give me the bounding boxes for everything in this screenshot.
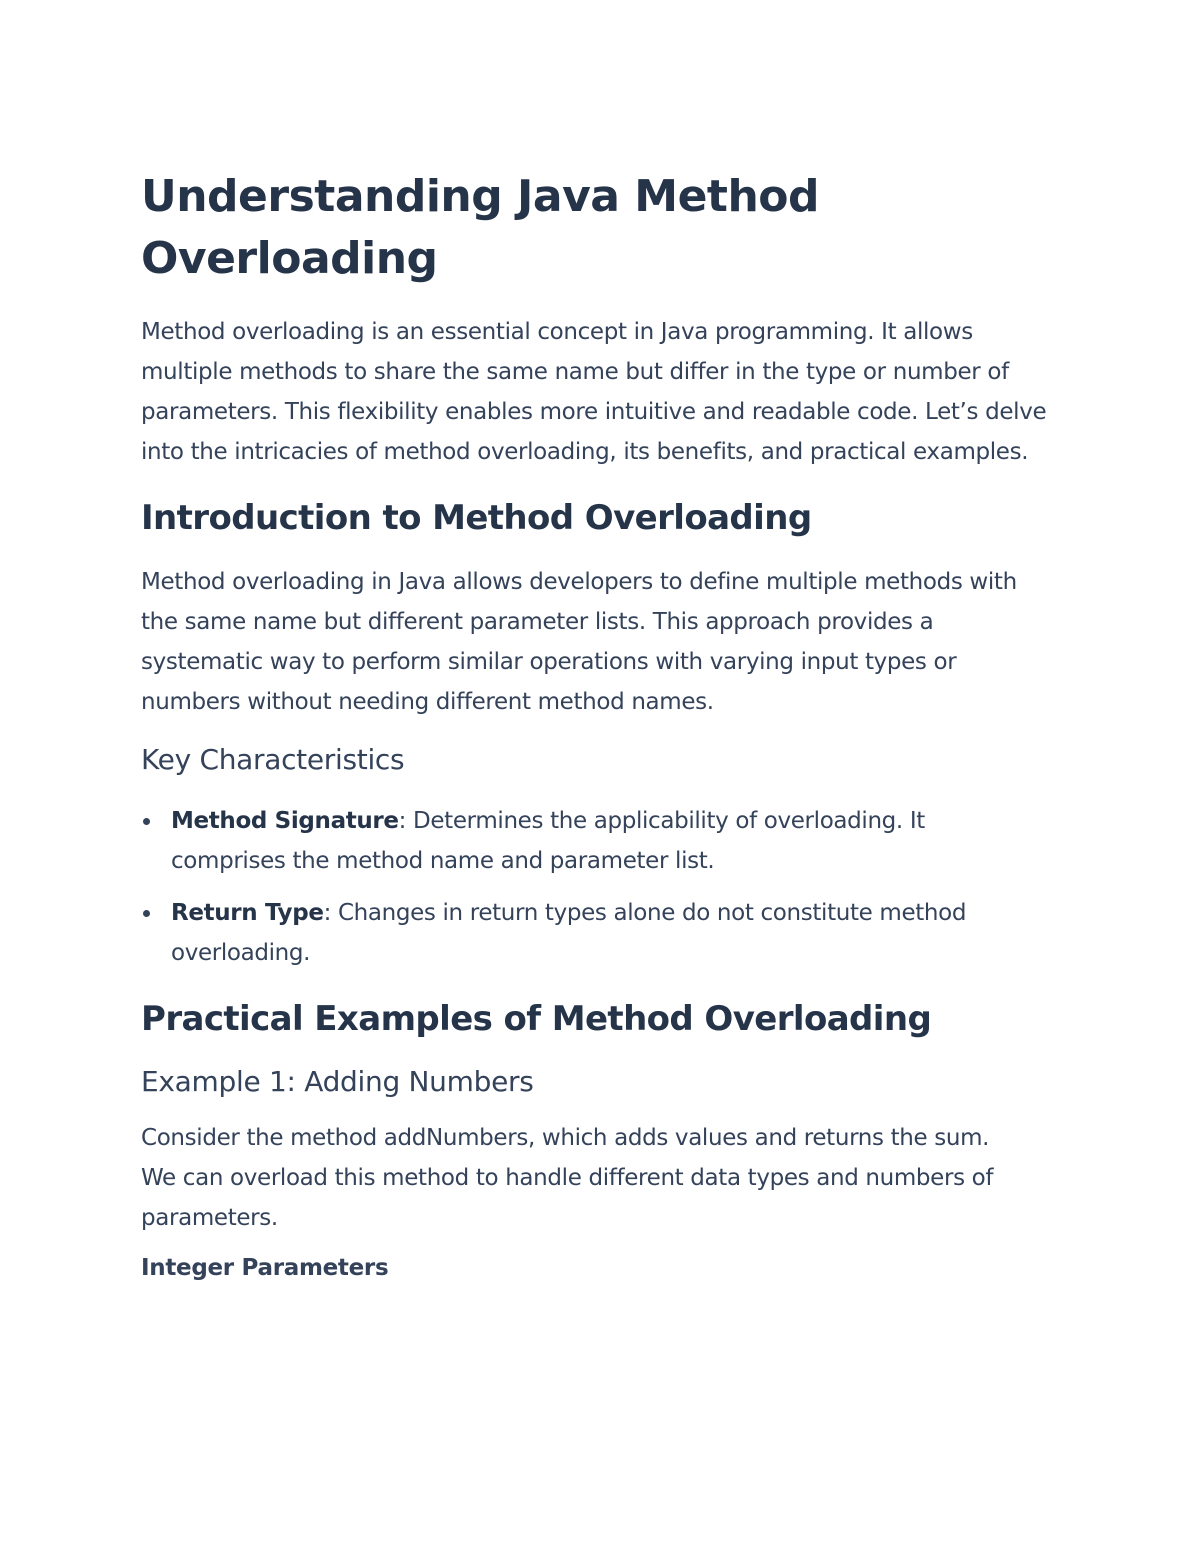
section-heading-introduction: Introduction to Method Overloading: [141, 498, 812, 538]
document-page: [141, 166, 1071, 1284]
subheading-example-1: Example 1: Adding Numbers: [141, 1065, 534, 1098]
list-item-text: : Changes in return types alone do not constitute method overloading.: [171, 900, 967, 966]
minor-heading-integer-parameters: Integer Parameters: [141, 1255, 389, 1281]
list-item-term: Return Type: [171, 900, 324, 926]
list-item: [141, 893, 1041, 973]
bullet-icon: [143, 818, 150, 825]
section-heading-practical-examples: Practical Examples of Method Overloading: [141, 999, 932, 1039]
bullet-icon: [143, 910, 150, 917]
subheading-key-characteristics: Key Characteristics: [141, 743, 405, 776]
introduction-paragraph: Method overloading in Java allows developers to define multiple methods with the same name but different parameter lists. This approach provides a systematic way to perform similar operations with varying input types or numbers without needing different method names.: [141, 569, 1017, 715]
list-item: [141, 801, 1041, 881]
list-item-text: : Determines the applicability of overloading. It comprises the method name and parameter list.: [171, 808, 925, 874]
key-characteristics-list: [141, 801, 1041, 973]
example-paragraph: Consider the method addNumbers, which adds values and returns the sum. We can overload this method to handle different data types and numbers of parameters.: [141, 1125, 994, 1231]
page-title: Understanding Java Method Overloading: [141, 171, 820, 284]
list-item-term: Method Signature: [171, 808, 399, 834]
intro-paragraph: Method overloading is an essential concept in Java programming. It allows multiple methods to share the same name but differ in the type or number of parameters. This flexibility enables more intuitive and readable code. Let’s delve into the intricacies of method overloading, its benefits, and practical examples.: [141, 319, 1047, 465]
